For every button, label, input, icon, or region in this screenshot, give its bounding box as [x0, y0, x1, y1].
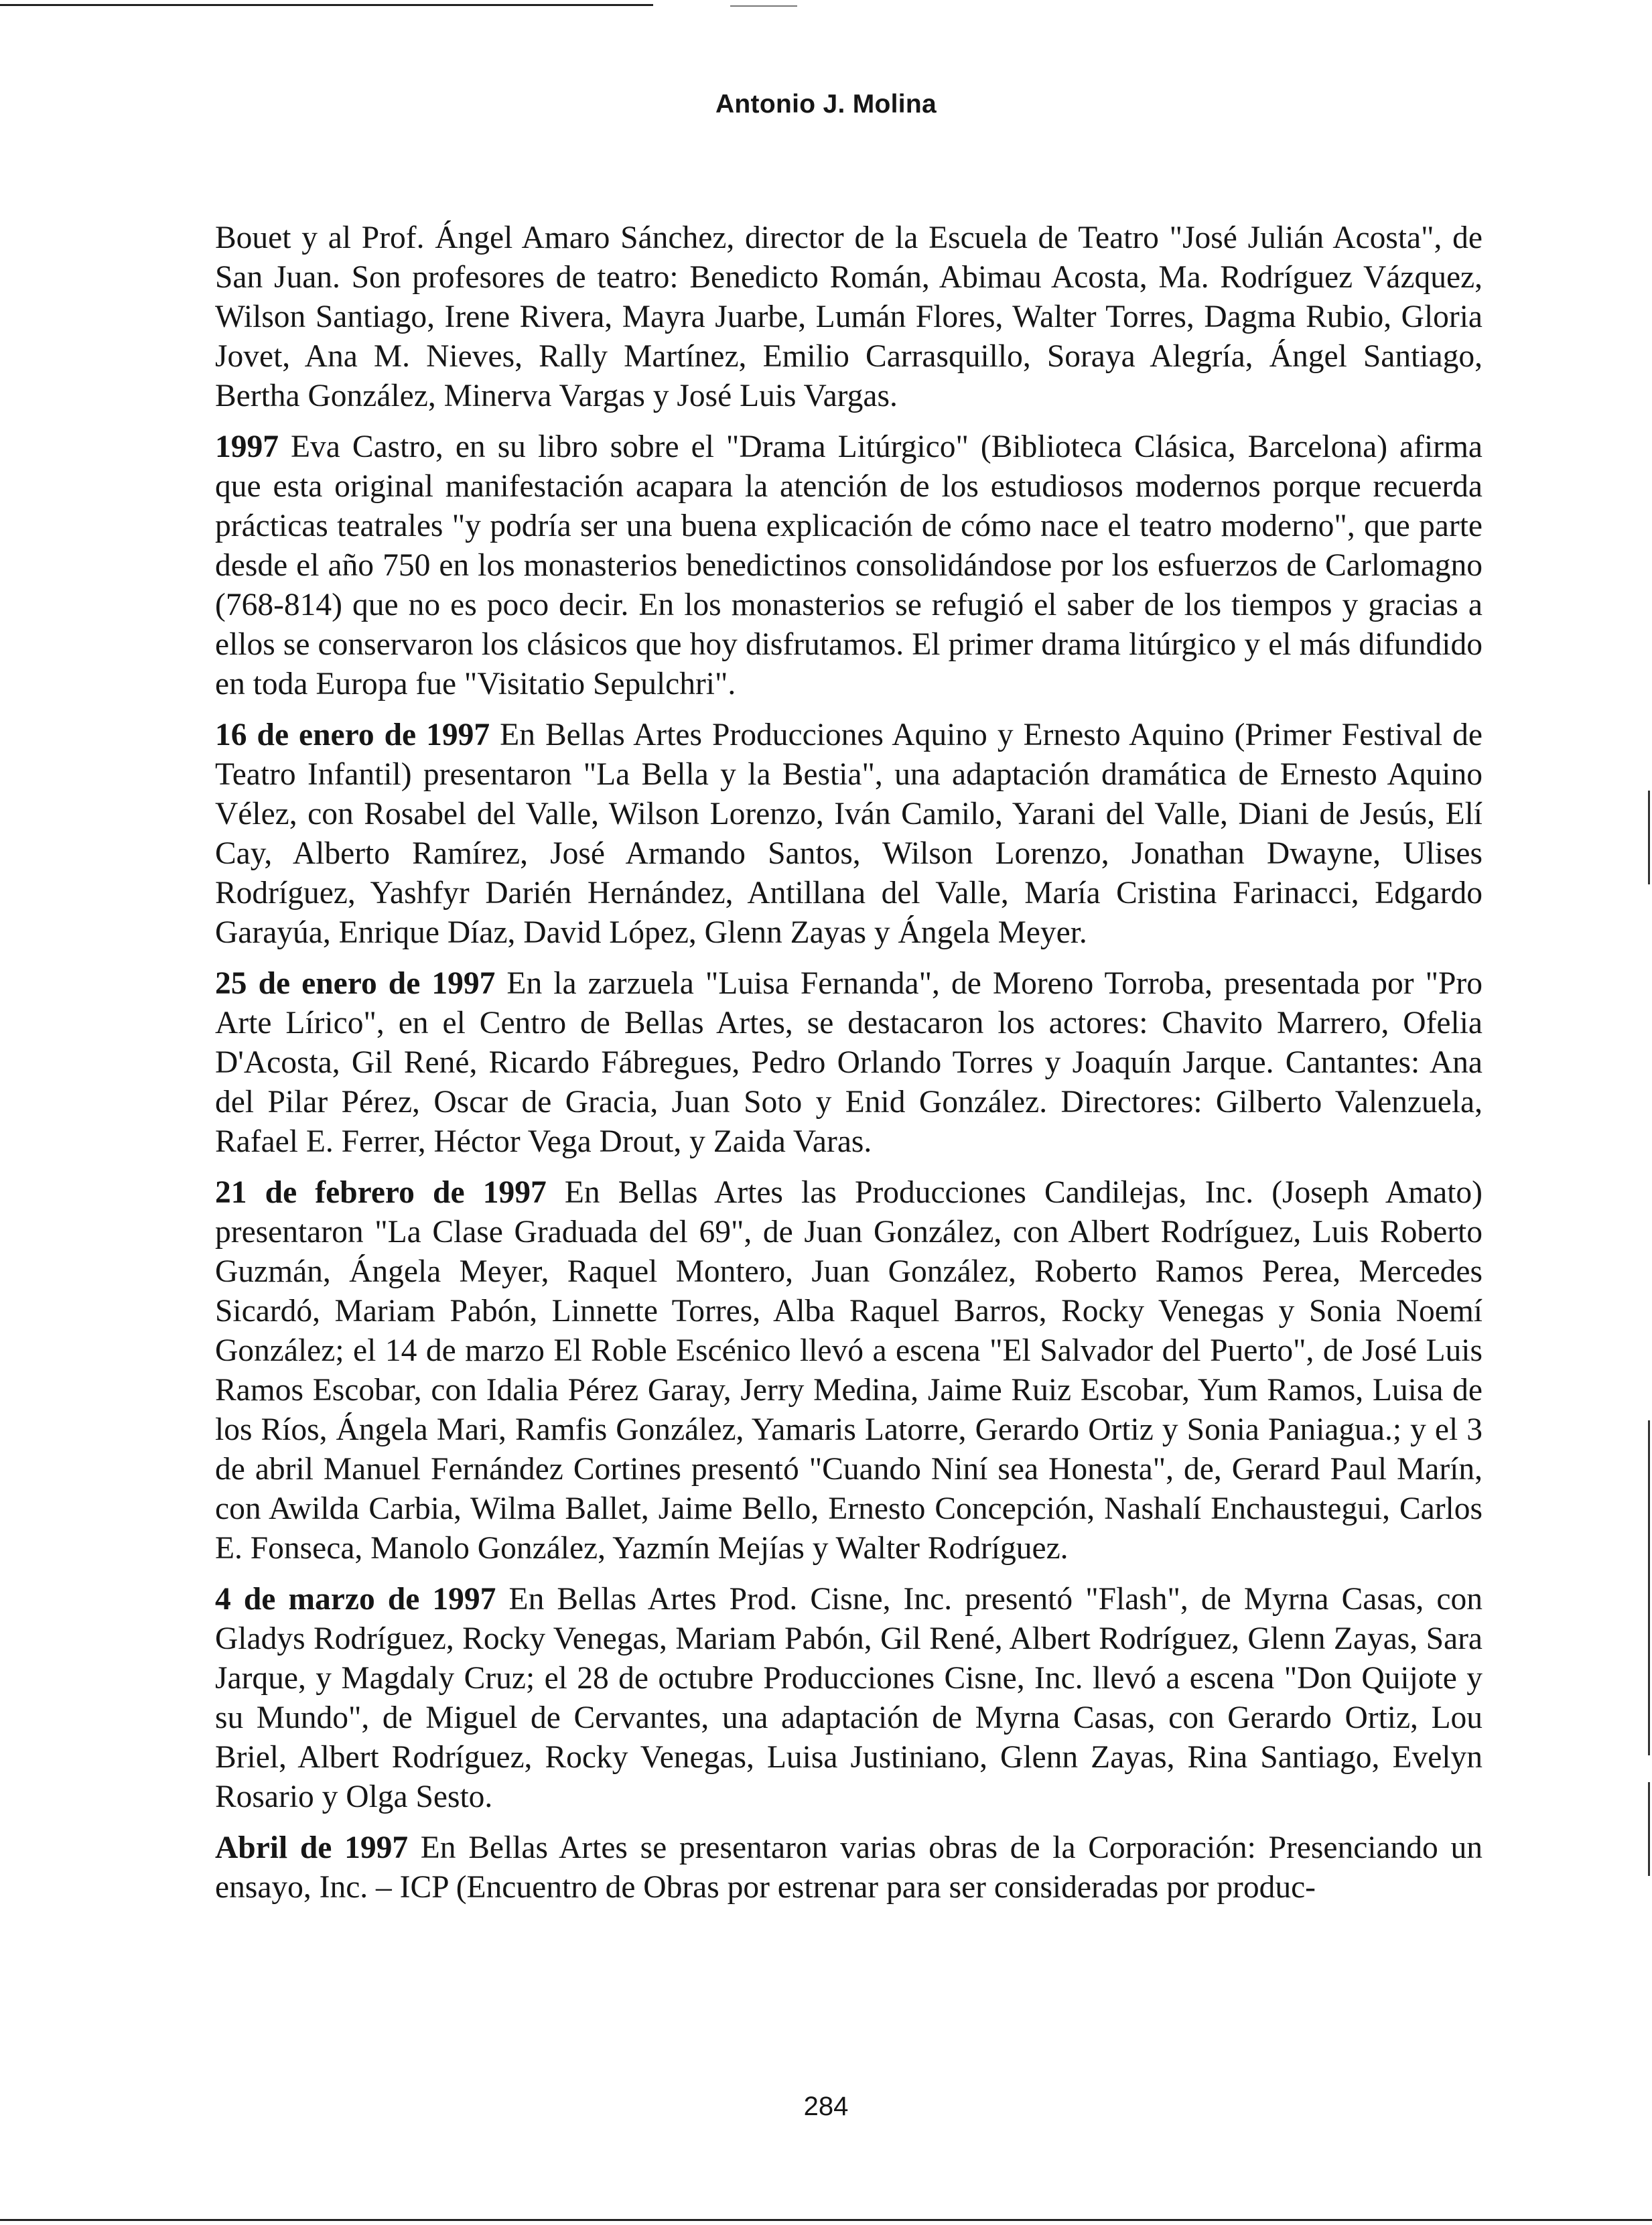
scan-edge-right-mark — [1648, 1782, 1650, 1876]
paragraph-text: En Bellas Artes Producciones Aquino y Ernesto Aquino (Primer Festival de Teatro Infantil) presentaron "La Bella y la Bestia", una adaptación dramática de Ernesto Aquino Vélez, con Rosabel del Valle, Wilson Lorenzo, Iván Camilo, Yarani del Valle, Diani de Jesús, Elí Cay, Alberto Ramírez, José Armando Santos, Wilson Lorenzo, Jonathan Dwayne, Ulises Rodríguez, Yashfyr Darién Hernández, Antillana del Valle, María Cristina Farinacci, Edgardo Garayúa, Enrique Díaz, David López, Glenn Zayas y Ángela Meyer. — [215, 718, 1483, 950]
page-number: 284 — [803, 2092, 849, 2121]
paragraph — [215, 1173, 1483, 1568]
body-text — [215, 218, 1483, 1919]
scan-edge-bottom-rule — [0, 2219, 1652, 2221]
scan-edge-right-mark — [1648, 1420, 1650, 1755]
paragraph — [215, 716, 1483, 953]
paragraph — [215, 1828, 1483, 1907]
paragraph-text: En la zarzuela "Luisa Fernanda", de Moreno Torroba, presentada por "Pro Arte Lírico", en el Centro de Bellas Artes, se destacaron los actores: Chavito Marrero, Ofelia D'Acosta, Gil René, Ricardo Fábregues, Pedro Orlando Torres y Joaquín Jarque. Cantantes: Ana del Pilar Pérez, Oscar de Gracia, Juan Soto y Enid González. Directores: Gilberto Valenzuela, Rafael E. Ferrer, Héctor Vega Drout, y Zaida Varas. — [215, 966, 1483, 1159]
paragraph-date-lead: 1997 — [215, 429, 279, 464]
paragraph — [215, 218, 1483, 416]
scan-edge-top-mark — [730, 5, 797, 7]
running-header: Antonio J. Molina — [715, 90, 937, 119]
paragraph-date-lead: 25 de enero de 1997 — [215, 966, 496, 1001]
paragraph-text: Bouet y al Prof. Ángel Amaro Sánchez, director de la Escuela de Teatro "José Julián Acosta", de San Juan. Son profesores de teatro: Benedicto Román, Abimau Acosta, Ma. Rodríguez Vázquez, Wilson Santiago, Irene Rivera, Mayra Juarbe, Lumán Flores, Walter Torres, Dagma Rubio, Gloria Jovet, Ana M. Nieves, Rally Martínez, Emilio Carrasquillo, Soraya Alegría, Ángel Santiago, Bertha González, Minerva Vargas y José Luis Vargas. — [215, 220, 1483, 413]
paragraph-date-lead: Abril de 1997 — [215, 1830, 409, 1865]
paragraph — [215, 427, 1483, 704]
paragraph-date-lead: 4 de marzo de 1997 — [215, 1582, 496, 1617]
scan-edge-top-rule — [0, 4, 653, 6]
paragraph-text: En Bellas Artes Prod. Cisne, Inc. presentó "Flash", de Myrna Casas, con Gladys Rodríguez, Rocky Venegas, Mariam Pabón, Gil René, Albert Rodríguez, Glenn Zayas, Sara Jarque, y Magdaly Cruz; el 28 de octubre Producciones Cisne, Inc. llevó a escena "Don Quijote y su Mundo", de Miguel de Cervantes, una adaptación de Myrna Casas, con Gerardo Ortiz, Lou Briel, Albert Rodríguez, Rocky Venegas, Luisa Justiniano, Glenn Zayas, Rina Santiago, Evelyn Rosario y Olga Sesto. — [215, 1582, 1483, 1814]
paragraph-date-lead: 16 de enero de 1997 — [215, 718, 490, 752]
paragraph-text: En Bellas Artes se presentaron varias obras de la Corporación: Presenciando un ensayo, Inc. – ICP (Encuentro de Obras por estrenar para ser consideradas por produc- — [215, 1830, 1483, 1905]
paragraph-text: Eva Castro, en su libro sobre el "Drama Litúrgico" (Biblioteca Clásica, Barcelona) afirma que esta original manifestación acapara la atención de los estudiosos modernos porque recuerda prácticas teatrales "y podría ser una buena explicación de cómo nace el teatro moderno", que parte desde el año 750 en los monasterios benedictinos consolidándose por los esfuerzos de Carlomagno (768-814) que no es poco decir. En los monasterios se refugió el saber de los tiempos y gracias a ellos se conservaron los clásicos que hoy disfrutamos. El primer drama litúrgico y el más difundido en toda Europa fue "Visitatio Sepulchri". — [215, 429, 1483, 701]
paragraph — [215, 964, 1483, 1162]
paragraph-date-lead: 21 de febrero de 1997 — [215, 1175, 547, 1210]
scan-edge-right-mark — [1648, 791, 1650, 884]
paragraph — [215, 1580, 1483, 1817]
paragraph-text: En Bellas Artes las Producciones Candilejas, Inc. (Joseph Amato) presentaron "La Clase Graduada del 69", de Juan González, con Albert Rodríguez, Luis Roberto Guzmán, Ángela Meyer, Raquel Montero, Juan González, Roberto Ramos Perea, Mercedes Sicardó, Mariam Pabón, Linnette Torres, Alba Raquel Barros, Rocky Venegas y Sonia Noemí González; el 14 de marzo El Roble Escénico llevó a escena "El Salvador del Puerto", de José Luis Ramos Escobar, con Idalia Pérez Garay, Jerry Medina, Jaime Ruiz Escobar, Yum Ramos, Luisa de los Ríos, Ángela Mari, Ramfis González, Yamaris Latorre, Gerardo Ortiz y Sonia Paniagua.; y el 3 de abril Manuel Fernández Cortines presentó "Cuando Niní sea Honesta", de, Gerard Paul Marín, con Awilda Carbia, Wilma Ballet, Jaime Bello, Ernesto Concepción, Nashalí Enchaustegui, Carlos E. Fonseca, Manolo González, Yazmín Mejías y Walter Rodríguez. — [215, 1175, 1483, 1566]
